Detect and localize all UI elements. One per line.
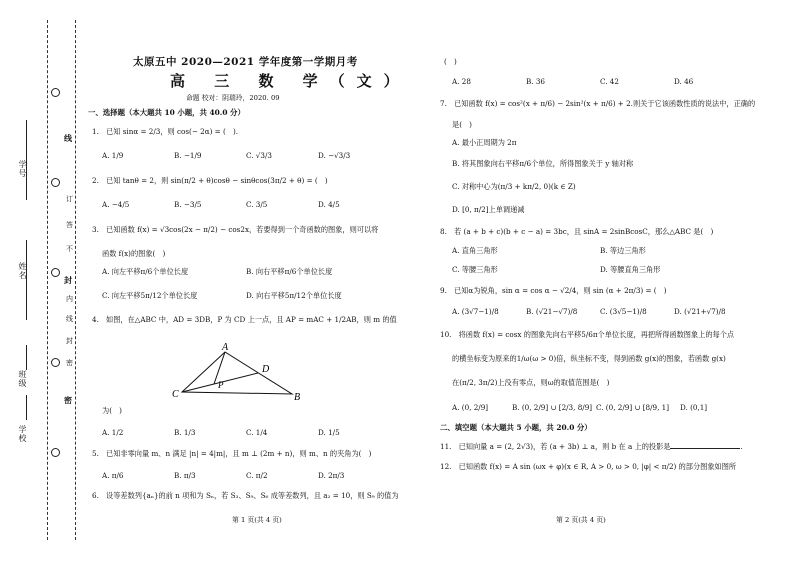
question-5: 5. 已知非零向量 m、n 满足 |n| = 4|m|，且 m ⊥ (2m + n)，则 m、n 的夹角为( ) [92,449,372,458]
option: A. π/6 [102,471,124,480]
option: B. 36 [526,77,545,86]
question-6-cont: ( ) [444,57,457,66]
option: C. (0, 2/9] ∪ [8/9, 1] [596,403,670,412]
question-11-end: . [740,442,743,451]
option: D. 1/5 [318,428,340,437]
seal-small: 不 [66,245,73,253]
option: B. 1/3 [174,428,196,437]
option: B. π/3 [174,471,196,480]
question-7: 7. 已知函数 f(x) = cos²(x + π/6) − 2sin²(x + π/6) + 2.则关于它该函数性质的说法中，正确的 [440,99,756,108]
question-2: 2. 已知 tanθ = 2，则 sin(π/2 + θ)cosθ − sinθcos(3π/2 + θ) = ( ) [92,176,328,185]
question-10-cont: 的横坐标变为原来的1/ω(ω > 0)倍，纵坐标不变，得到函数 g(x)的图象，若函数 g(x) [452,354,726,363]
question-10: 10. 将函数 f(x) = cosx 的图象先向右平移5/6π个单位长度，再把所得函数图象上的每个点 [440,330,735,339]
option: B. 等边三角形 [600,246,646,255]
class-line [26,345,27,370]
name-line [26,240,27,320]
seal-small: 密 [66,359,73,367]
option: D. 4/5 [318,200,340,209]
option: B. (√21−√7)/8 [526,307,578,316]
section-heading: 二、填空题（本大题共 5 小题，共 20.0 分） [440,423,592,432]
label-C: C [172,389,179,400]
school-label: 学校 [18,425,27,443]
id-line [26,120,27,200]
name-label: 姓名 [18,262,27,280]
question-10-cont2: 在(π/2, 3π/2)上没有零点，则ω的取值范围是( ) [452,378,610,387]
question-1: 1. 已知 sinα = 2/3，则 cos(− 2α) = ( ). [92,127,239,136]
label-D: D [262,364,270,375]
page-footer: 第 1 页(共 4 页) [232,516,282,524]
option: D. −√3/3 [318,151,351,160]
question-11-stem: 11. 已知向量 a = (2, 2√3)，若 (a + 3b) ⊥ a，则 b 在 a 上的投影是 [440,442,671,451]
question-3: 3. 已知函数 f(x) = √3cos(2x − π/2) − cos2x，若要得到一个奇函数的图象，则可以将 [92,225,379,234]
answer-blank[interactable] [670,441,743,451]
option: B. 将其图象向右平移π/6个单位，所得图象关于 y 轴对称 [452,159,634,168]
option: D. (√21+√7)/8 [674,307,726,316]
seal-small: 封 [66,337,73,345]
option: C. 42 [600,77,619,86]
option: D. 46 [674,77,694,86]
question-8: 8. 若 (a + b + c)(b + c − a) = 3bc，且 sinA = 2sinBcosC，那么△ABC 是( ) [440,227,714,236]
option: C. 3/5 [246,200,268,209]
seal-char: 密 [64,395,72,405]
binding-line-inner [75,20,76,540]
seal-small: 线 [66,315,73,323]
school-line [26,395,27,420]
binding-hole [51,448,60,457]
question-3-cont: 函数 f(x)的图象( ) [102,249,166,258]
question-11 [440,441,743,450]
option: C. √3/3 [246,151,272,160]
option: D. 向右平移5π/12个单位长度 [246,291,342,300]
question-9: 9. 已知α为锐角，sin α = cos α − √2/4，则 sin (α + 2π/3) = ( ) [440,286,667,295]
exam-title: 太原五中 2020—2021 学年度第一学期月考 [133,56,358,68]
option: A. 向左平移π/6个单位长度 [102,267,189,276]
seal-small: 答 [66,221,73,229]
option: A. 1/2 [102,428,124,437]
option: B. (0, 2/9] ∪ [2/3, 8/9] [512,403,593,412]
question-4: 4. 如图，在△ABC 中，AD = 3DB，P 为 CD 上一点，且 AP = mAC + 1/2AB，则 m 的值 [92,315,397,324]
option: A. 直角三角形 [452,246,498,255]
exam-meta: 命题 校对：阴瑞玲，2020. 09 [186,94,280,102]
binding-hole [51,178,60,187]
seal-char: 线 [64,133,72,143]
binding-line-outer [47,20,48,540]
seal-small: 订 [66,195,73,203]
option: A. (0, 2/9] [452,403,489,412]
option: A. 1/9 [102,151,124,160]
option: A. (3√7−1)/8 [452,307,499,316]
seal-char: 封 [64,275,72,285]
option: B. −3/5 [174,200,202,209]
option: D. [0, π/2]上单调递减 [452,205,525,214]
label-P: P [218,380,224,390]
option: B. 向右平移π/6个单位长度 [246,267,333,276]
binding-hole [51,88,60,97]
question-6: 6. 设等差数列{aₙ}的前 n 项和为 Sₙ，若 S₃、S₉、S₆ 成等差数列，且 a₂ = 10，则 S₉ 的值为 [92,491,399,500]
binding-hole [51,358,60,367]
option: C. 1/4 [246,428,268,437]
option: C. (3√5−1)/8 [600,307,647,316]
question-4-cont: 为( ) [102,406,122,415]
option: A. 最小正周期为 2π [452,138,517,147]
page-footer: 第 2 页(共 4 页) [556,516,606,524]
option: D. (0,1] [680,403,708,412]
triangle-figure [170,342,310,404]
option: C. 对称中心为(π/3 + kπ/2, 0)(k ∈ Z) [452,182,576,191]
option: C. 向左平移5π/12个单位长度 [102,291,198,300]
class-label: 班级 [18,370,27,388]
option: C. 等腰三角形 [452,265,498,274]
binding-margin [0,0,80,561]
question-7-cont: 是( ) [452,120,472,129]
option: D. 等腰直角三角形 [600,265,661,274]
label-B: B [294,392,301,403]
option: A. −4/5 [102,200,130,209]
option: B. −1/9 [174,151,202,160]
option: D. 2π/3 [318,471,345,480]
option: A. 28 [452,77,471,86]
question-12: 12. 已知函数 f(x) = A sin (ωx + φ)(x ∈ R, A > 0, ω > 0, |φ| < π/2) 的部分图象如图所 [440,462,737,471]
exam-subtitle: 高 三 数 学（文） [170,72,411,90]
binding-hole [51,268,60,277]
section-heading: 一、选择题（本大题共 10 小题，共 40.0 分） [88,108,245,117]
seal-small: 内 [66,295,73,303]
option: C. π/2 [246,471,268,480]
label-A: A [222,342,229,353]
student-id-label: 学号 [18,160,27,178]
